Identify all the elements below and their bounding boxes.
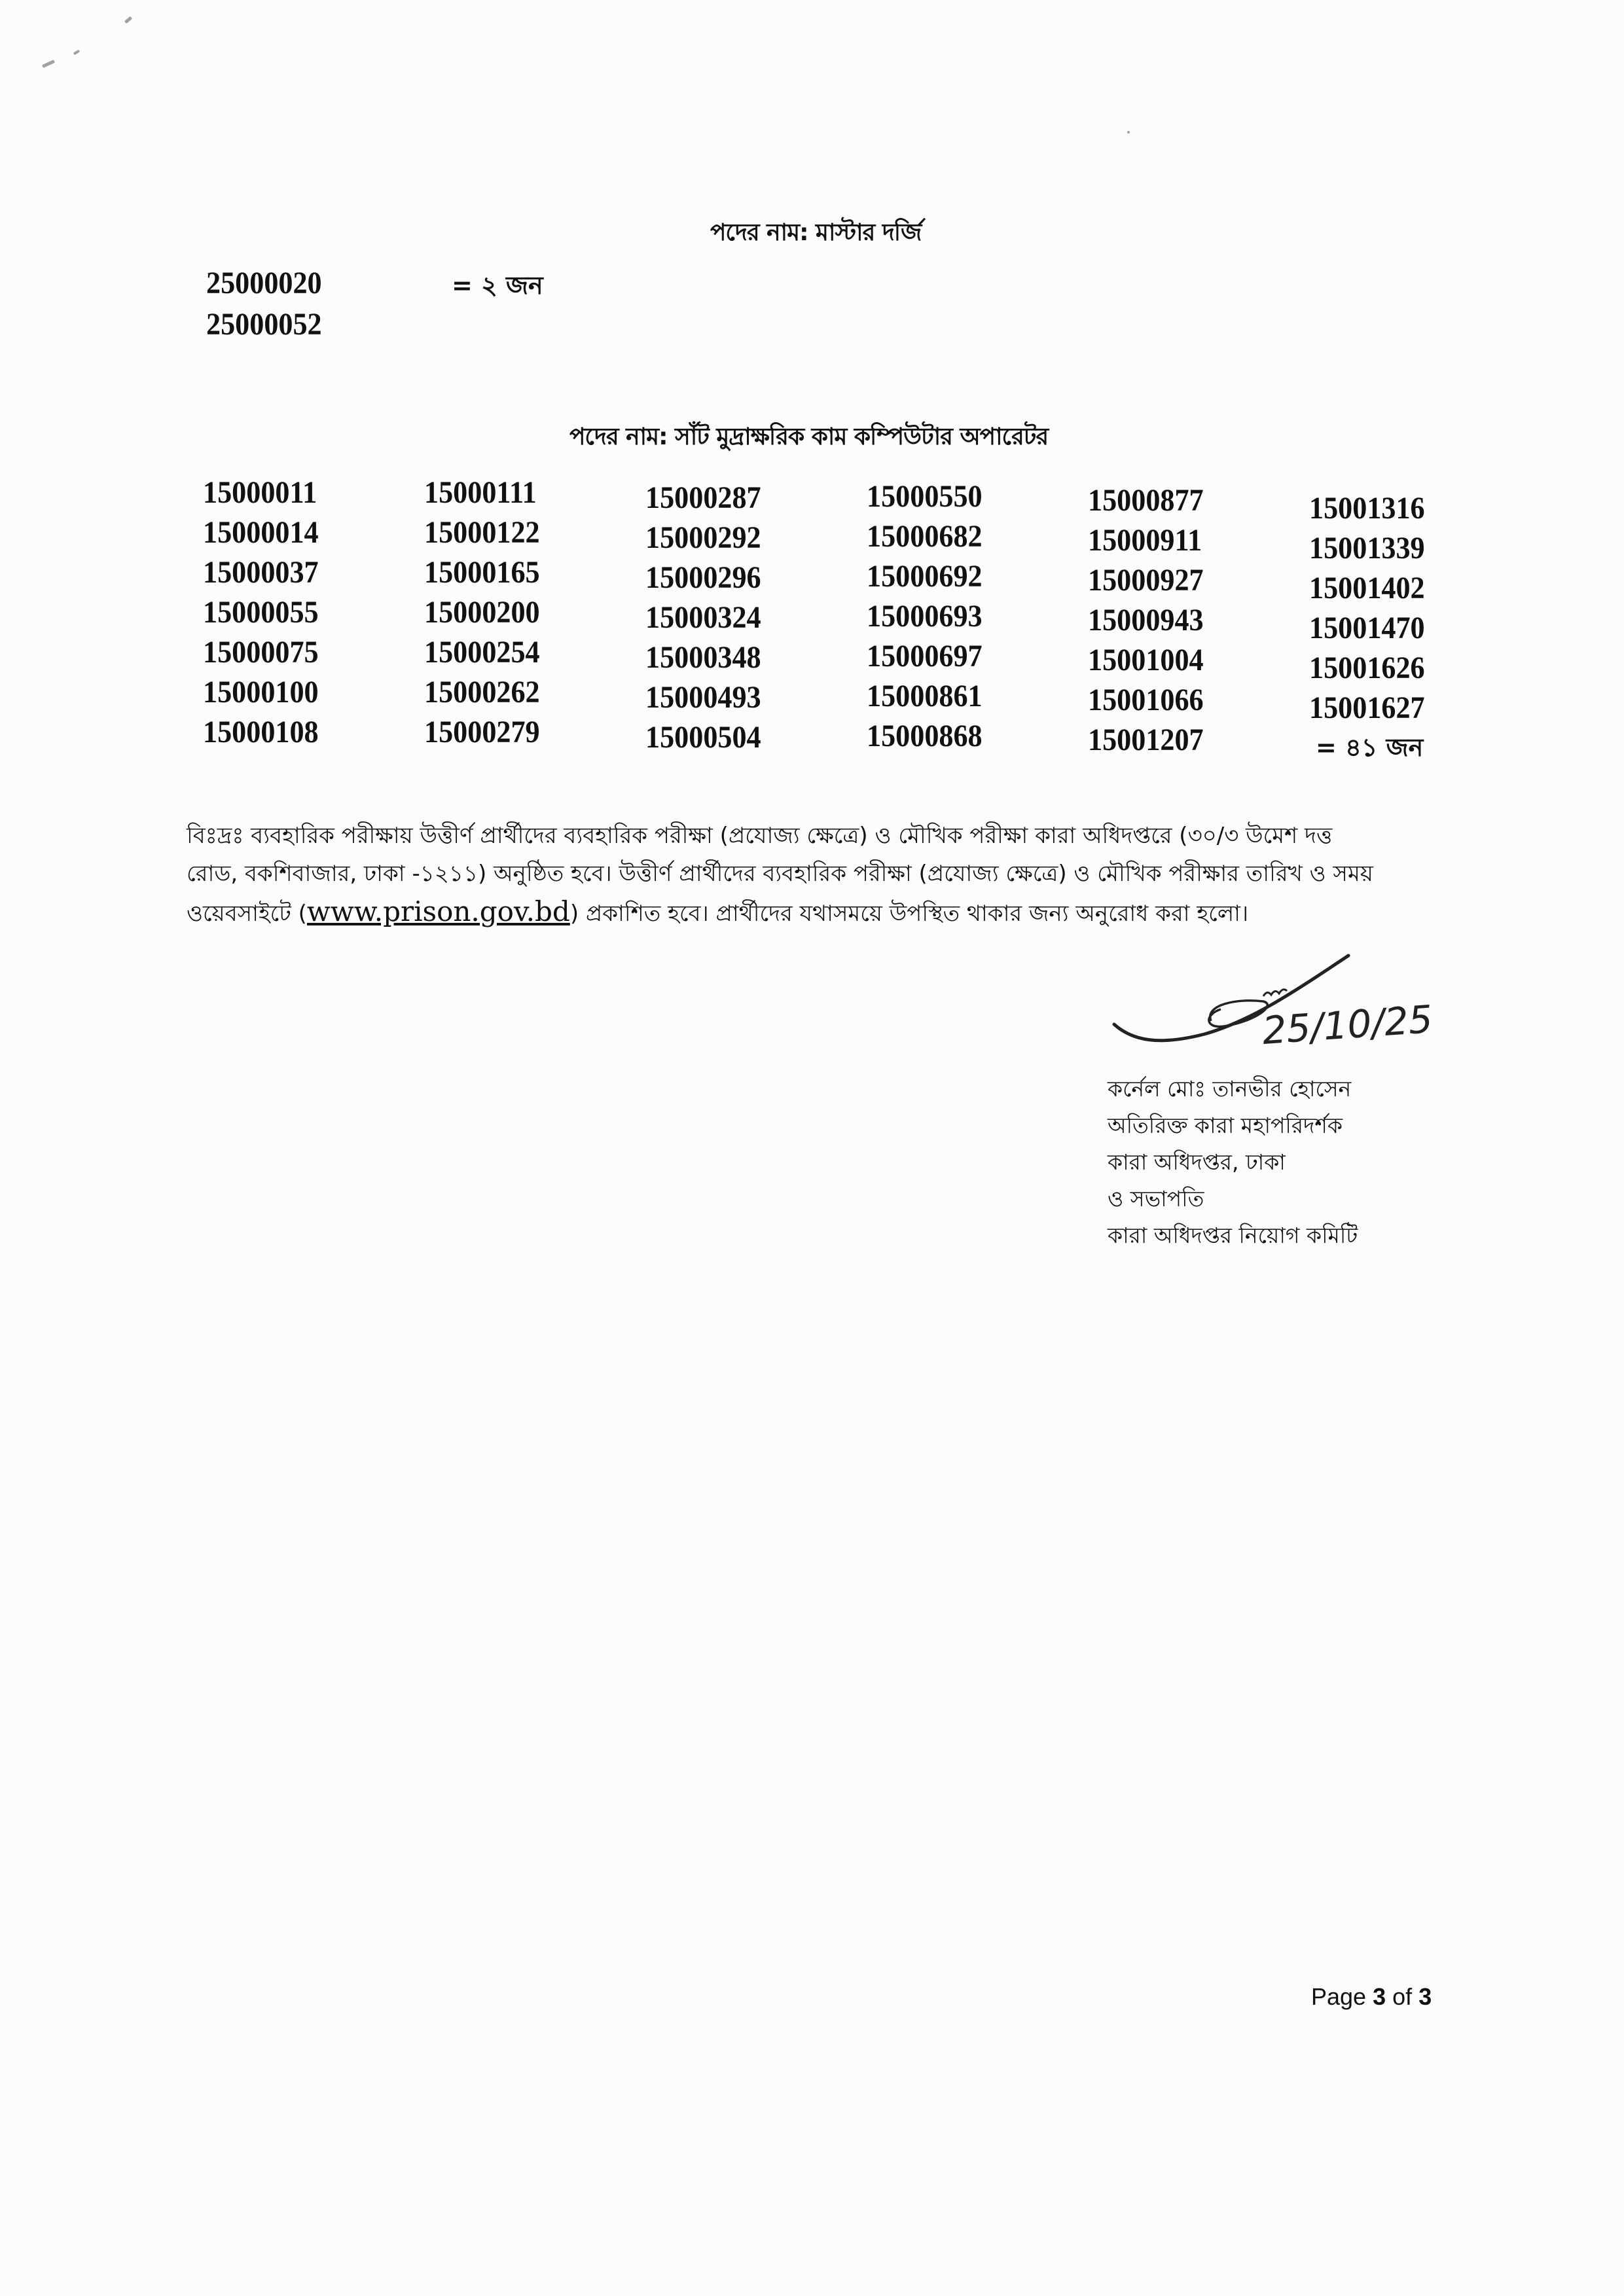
roll-number: 15000014 — [203, 515, 319, 550]
candidate-count: = ২ জন — [452, 271, 543, 300]
roll-column — [203, 473, 329, 752]
roll-number: 15000943 — [1088, 603, 1204, 637]
candidate-count: = ৪১ জন — [1316, 733, 1424, 762]
roll-number: 15001470 — [1309, 611, 1425, 645]
notice-line: রোড, বকশিবাজার, ঢাকা -১২১১) অনুষ্ঠিত হবে। উত্তীর্ণ প্রার্থীদের ব্যবহারিক পরীক্ষা (প্রযোজ্য ক্ষেত্রে) ও মৌখিক পরীক্ষার তারিখ ও সময় — [187, 861, 1373, 887]
roll-column — [424, 473, 550, 752]
prison-website-link[interactable]: www.prison.gov.bd — [306, 895, 570, 927]
signatory-office: কারা অধিদপ্তর, ঢাকা — [1108, 1149, 1286, 1175]
roll-number: 15000292 — [645, 520, 761, 555]
roll-number: 15001402 — [1309, 571, 1425, 605]
roll-number: 15000861 — [867, 679, 983, 713]
scan-speck — [73, 50, 81, 55]
roll-number: 15000122 — [424, 515, 540, 550]
roll-number: 15001207 — [1088, 723, 1204, 757]
roll-number: 15000165 — [424, 555, 540, 590]
roll-number: 15000493 — [645, 680, 761, 715]
page-number — [1311, 1983, 1432, 2011]
roll-number: 15000868 — [867, 719, 983, 753]
roll-column — [867, 476, 992, 756]
roll-number: 15000697 — [867, 639, 983, 673]
roll-number: 15000693 — [867, 599, 983, 634]
roll-number: 25000020 — [206, 266, 322, 300]
roll-number: 15000279 — [424, 715, 540, 749]
roll-number: 15000254 — [424, 635, 540, 670]
roll-number: 15000682 — [867, 519, 983, 554]
roll-number: 15000911 — [1088, 523, 1202, 558]
of-word: of — [1392, 1983, 1413, 2010]
notice-line: বিঃদ্রঃ ব্যবহারিক পরীক্ষায় উত্তীর্ণ প্রার্থীদের ব্যবহারিক পরীক্ষা (প্রযোজ্য ক্ষেত্রে) ও মৌখিক পরীক্ষা কারা অধিদপ্তরে (৩০/৩ উমেশ দত্ত — [187, 823, 1333, 849]
signatory-name: কর্নেল মোঃ তানভীর হোসেন — [1108, 1076, 1352, 1102]
roll-number: 15000100 — [203, 675, 319, 709]
total-pages: 3 — [1418, 1983, 1432, 2010]
signature-flourish — [1263, 990, 1287, 996]
scan-speck — [124, 16, 132, 24]
notice-text: ) প্রকাশিত হবে। প্রার্থীদের যথাসময়ে উপস্থিত থাকার জন্য অনুরোধ করা হলো। — [569, 901, 1249, 927]
section-heading-stenographer: পদের নাম: সাঁট মুদ্রাক্ষরিক কাম কম্পিউটার অপারেটর — [569, 423, 1049, 450]
roll-number: 15000692 — [867, 559, 983, 594]
roll-number: 15000927 — [1088, 563, 1204, 598]
section-heading-master-tailor: পদের নাম: মাস্টার দর্জি — [710, 219, 922, 246]
roll-number: 15001339 — [1309, 531, 1425, 565]
roll-number: 15000037 — [203, 555, 319, 590]
roll-column — [1088, 480, 1214, 760]
signatory-role: ও সভাপতি — [1108, 1186, 1204, 1211]
roll-column — [1309, 488, 1435, 768]
roll-number: 15000287 — [645, 480, 761, 515]
signature-loop — [1209, 1001, 1267, 1027]
roll-number: 15000200 — [424, 595, 540, 630]
notice-line — [187, 893, 1496, 933]
signatory-block — [1108, 1071, 1358, 1254]
notice-text: ওয়েবসাইটে ( — [187, 901, 307, 927]
scan-speck — [42, 60, 55, 68]
roll-number: 15000324 — [645, 600, 761, 635]
roll-number: 15000108 — [203, 715, 319, 749]
roll-number: 15000111 — [424, 475, 537, 510]
roll-number: 15000348 — [645, 640, 761, 675]
notice-paragraph — [187, 817, 1496, 933]
signature-date: 25/10/25 — [1261, 996, 1434, 1053]
roll-number: 15000296 — [645, 560, 761, 595]
current-page: 3 — [1373, 1983, 1386, 2010]
roll-number-table — [203, 473, 1512, 767]
roll-number: 15000262 — [424, 675, 540, 709]
roll-number: 15001004 — [1088, 643, 1204, 677]
roll-number: 15000504 — [645, 720, 761, 755]
signatory-designation: অতিরিক্ত কারা মহাপরিদর্শক — [1108, 1113, 1343, 1138]
signatory-committee: কারা অধিদপ্তর নিয়োগ কমিটি — [1108, 1223, 1358, 1248]
page-word: Page — [1311, 1983, 1367, 2010]
roll-number: 15001627 — [1309, 691, 1425, 725]
roll-number: 15001066 — [1088, 683, 1204, 717]
roll-number: 15001626 — [1309, 651, 1425, 685]
roll-number: 15000011 — [203, 475, 317, 510]
roll-number: 15000550 — [867, 479, 983, 514]
scan-speck — [1127, 131, 1130, 134]
handwritten-signature — [1106, 949, 1473, 1054]
roll-column — [645, 478, 771, 757]
roll-number: 25000052 — [206, 307, 322, 342]
roll-number: 15000055 — [203, 595, 319, 630]
roll-number: 15001316 — [1309, 491, 1425, 526]
roll-number: 15000075 — [203, 635, 319, 670]
roll-number: 15000877 — [1088, 483, 1204, 518]
